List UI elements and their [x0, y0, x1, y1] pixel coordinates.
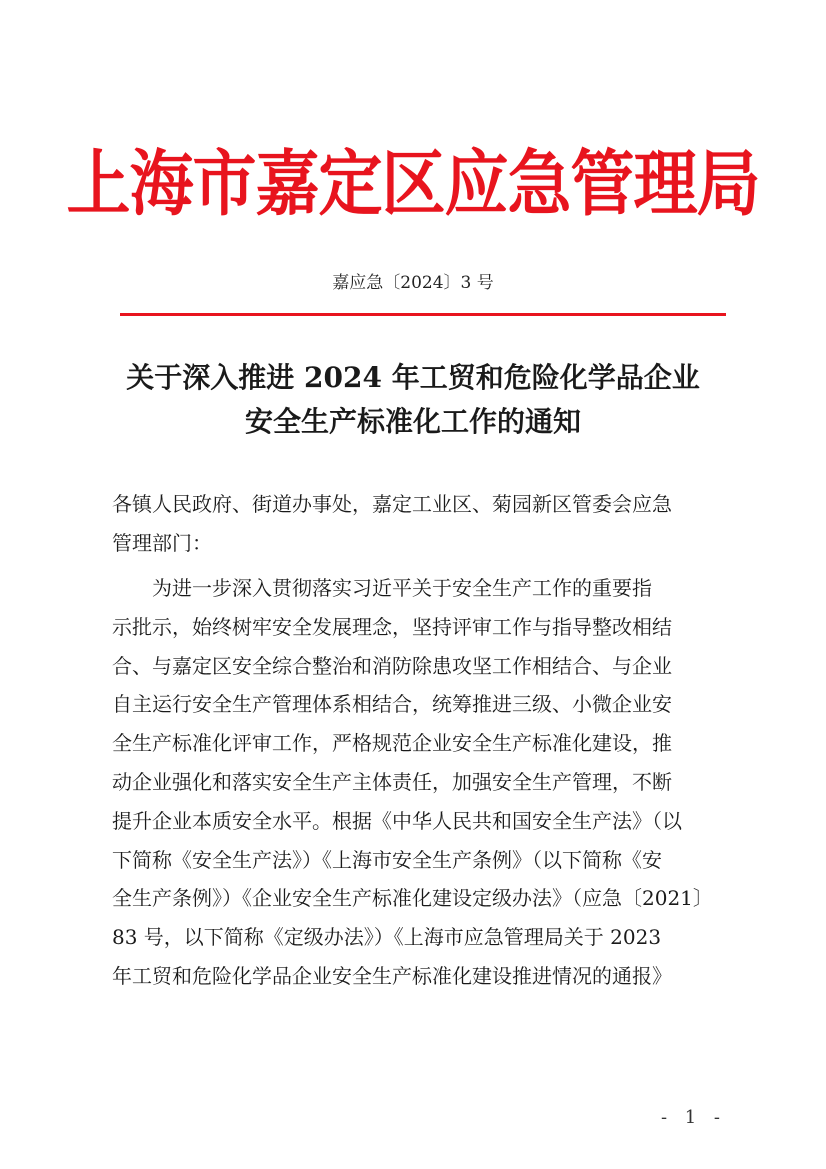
- body-line: 年工贸和危险化学品企业安全生产标准化建设推进情况的通报》: [112, 963, 672, 988]
- red-divider-line: [120, 313, 726, 316]
- body-line: 全生产标准化评审工作，严格规范企业安全生产标准化建设，推: [112, 731, 672, 756]
- body-line: 示批示，始终树牢安全发展理念，坚持评审工作与指导整改相结: [112, 614, 672, 639]
- body-line: 下简称《安全生产法》）《上海市安全生产条例》（以下简称《安: [112, 847, 662, 872]
- salutation-line-2: 管理部门：: [112, 531, 212, 555]
- body-line: 自主运行安全生产管理体系相结合，统筹推进三级、小微企业安: [112, 692, 672, 717]
- salutation: [112, 485, 726, 563]
- body-line: 动企业强化和落实安全生产主体责任，加强安全生产管理，不断: [112, 769, 672, 794]
- document-title-line-1: 关于深入推进 2024 年工贸和危险化学品企业: [126, 361, 700, 394]
- document-number: 嘉应急〔2024〕3 号: [332, 273, 494, 293]
- agency-header: 上海市嘉定区应急管理局: [66, 143, 760, 227]
- body-line: 全生产条例》）《企业安全生产标准化建设定级办法》（应急〔2021〕: [112, 886, 713, 911]
- document-title-line-2: 安全生产标准化工作的通知: [244, 405, 581, 438]
- body-line: 83 号，以下简称《定级办法》）《上海市应急管理局关于 2023: [112, 925, 662, 950]
- body-line: 提升企业本质安全水平。根据《中华人民共和国安全生产法》（以: [112, 808, 682, 833]
- body-line: 为进一步深入贯彻落实习近平关于安全生产工作的重要指: [112, 576, 652, 600]
- document-title: [90, 356, 736, 444]
- salutation-line-1: 各镇人民政府、街道办事处，嘉定工业区、菊园新区管委会应急: [112, 492, 672, 516]
- body-paragraph: [112, 569, 726, 996]
- page-number: - 1 -: [660, 1107, 726, 1128]
- body-line: 合、与嘉定区安全综合整治和消防除患攻坚工作相结合、与企业: [112, 653, 672, 678]
